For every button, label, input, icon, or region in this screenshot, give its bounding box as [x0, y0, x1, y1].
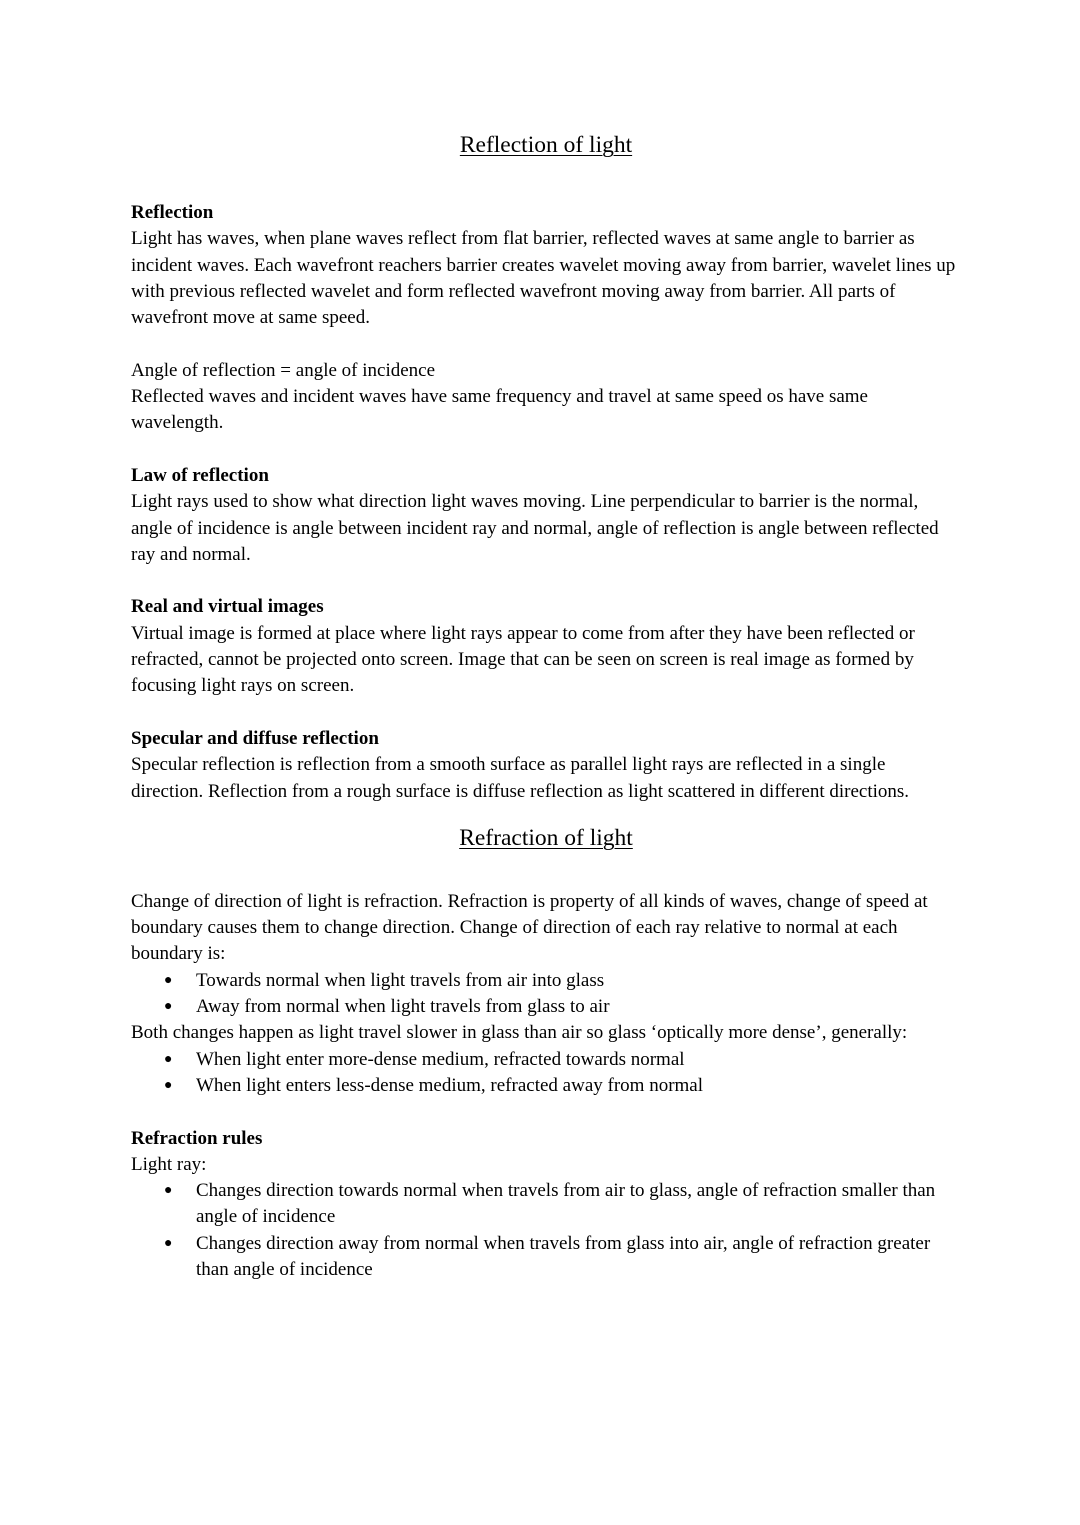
section-specular-diffuse	[131, 726, 961, 805]
list-item: ● Towards normal when light travels from air into glass	[196, 968, 961, 994]
list-item: ● Away from normal when light travels from glass to air	[196, 994, 961, 1020]
rules-intro: Light ray:	[131, 1153, 207, 1175]
reflection-heading: Reflection	[131, 202, 214, 223]
list-item: ● When light enter more-dense medium, refracted towards normal	[196, 1047, 961, 1073]
images-heading: Real and virtual images	[131, 596, 324, 618]
reflection-paragraph: Light has waves, when plane waves reflect from flat barrier, reflected waves at same angle to barrier as incident waves. Each wavefront reachers barrier creates wavelet moving away from barrier, wavelet lines up with previous reflected wavelet and form reflected wavefront moving away from barrier. All parts of wavefront move at same speed.	[131, 228, 956, 329]
specular-heading: Specular and diffuse reflection	[131, 727, 379, 749]
reflection-wavelength-paragraph: Reflected waves and incident waves have same frequency and travel at same speed os have same wavelength.	[131, 386, 868, 434]
rules-list	[131, 1178, 961, 1283]
refraction-middle: Both changes happen as light travel slower in glass than air so glass ‘optically more dense’, generally:	[131, 1022, 908, 1044]
list-item: ● Changes direction away from normal when travels from glass into air, angle of refraction greater than angle of incidence	[196, 1231, 961, 1284]
refraction-title: Refraction of light	[459, 824, 633, 851]
section-law-of-reflection	[131, 463, 961, 568]
refraction-intro: Change of direction of light is refraction. Refraction is property of all kinds of waves, change of speed at boundary causes them to change direction. Change of direction of each ray relative to normal at each boundary is:	[131, 890, 928, 965]
section-refraction-rules	[131, 1126, 961, 1284]
reflection-title: Reflection of light	[459, 132, 633, 158]
list-item: ● Changes direction towards normal when travels from air to glass, angle of refraction smaller than angle of incidence	[196, 1178, 961, 1231]
images-paragraph: Virtual image is formed at place where light rays appear to come from after they have been reflected or refracted, cannot be projected onto screen. Image that can be seen on screen is real image as formed by focusing light rays on screen.	[131, 622, 915, 697]
list-item: ● When light enters less-dense medium, refracted away from normal	[196, 1073, 961, 1099]
rules-heading: Refraction rules	[131, 1127, 263, 1149]
specular-paragraph: Specular reflection is reflection from a smooth surface as parallel light rays are reflected in a single direction. Reflection from a rough surface is diffuse reflection as light scattered in different directions.	[131, 754, 910, 802]
section-real-virtual-images	[131, 594, 961, 699]
law-heading: Law of reflection	[131, 464, 269, 486]
refraction-bullets-2	[131, 1047, 961, 1100]
section-refraction	[131, 889, 961, 1099]
reflection-equation: Angle of reflection = angle of incidence	[131, 359, 436, 381]
document-page	[131, 128, 961, 1283]
refraction-bullets-1	[131, 968, 961, 1021]
section-reflection	[131, 200, 961, 437]
law-paragraph: Light rays used to show what direction light waves moving. Line perpendicular to barrier is the normal, angle of incidence is angle between incident ray and normal, angle of reflection is angle between reflected ray and normal.	[131, 491, 939, 565]
